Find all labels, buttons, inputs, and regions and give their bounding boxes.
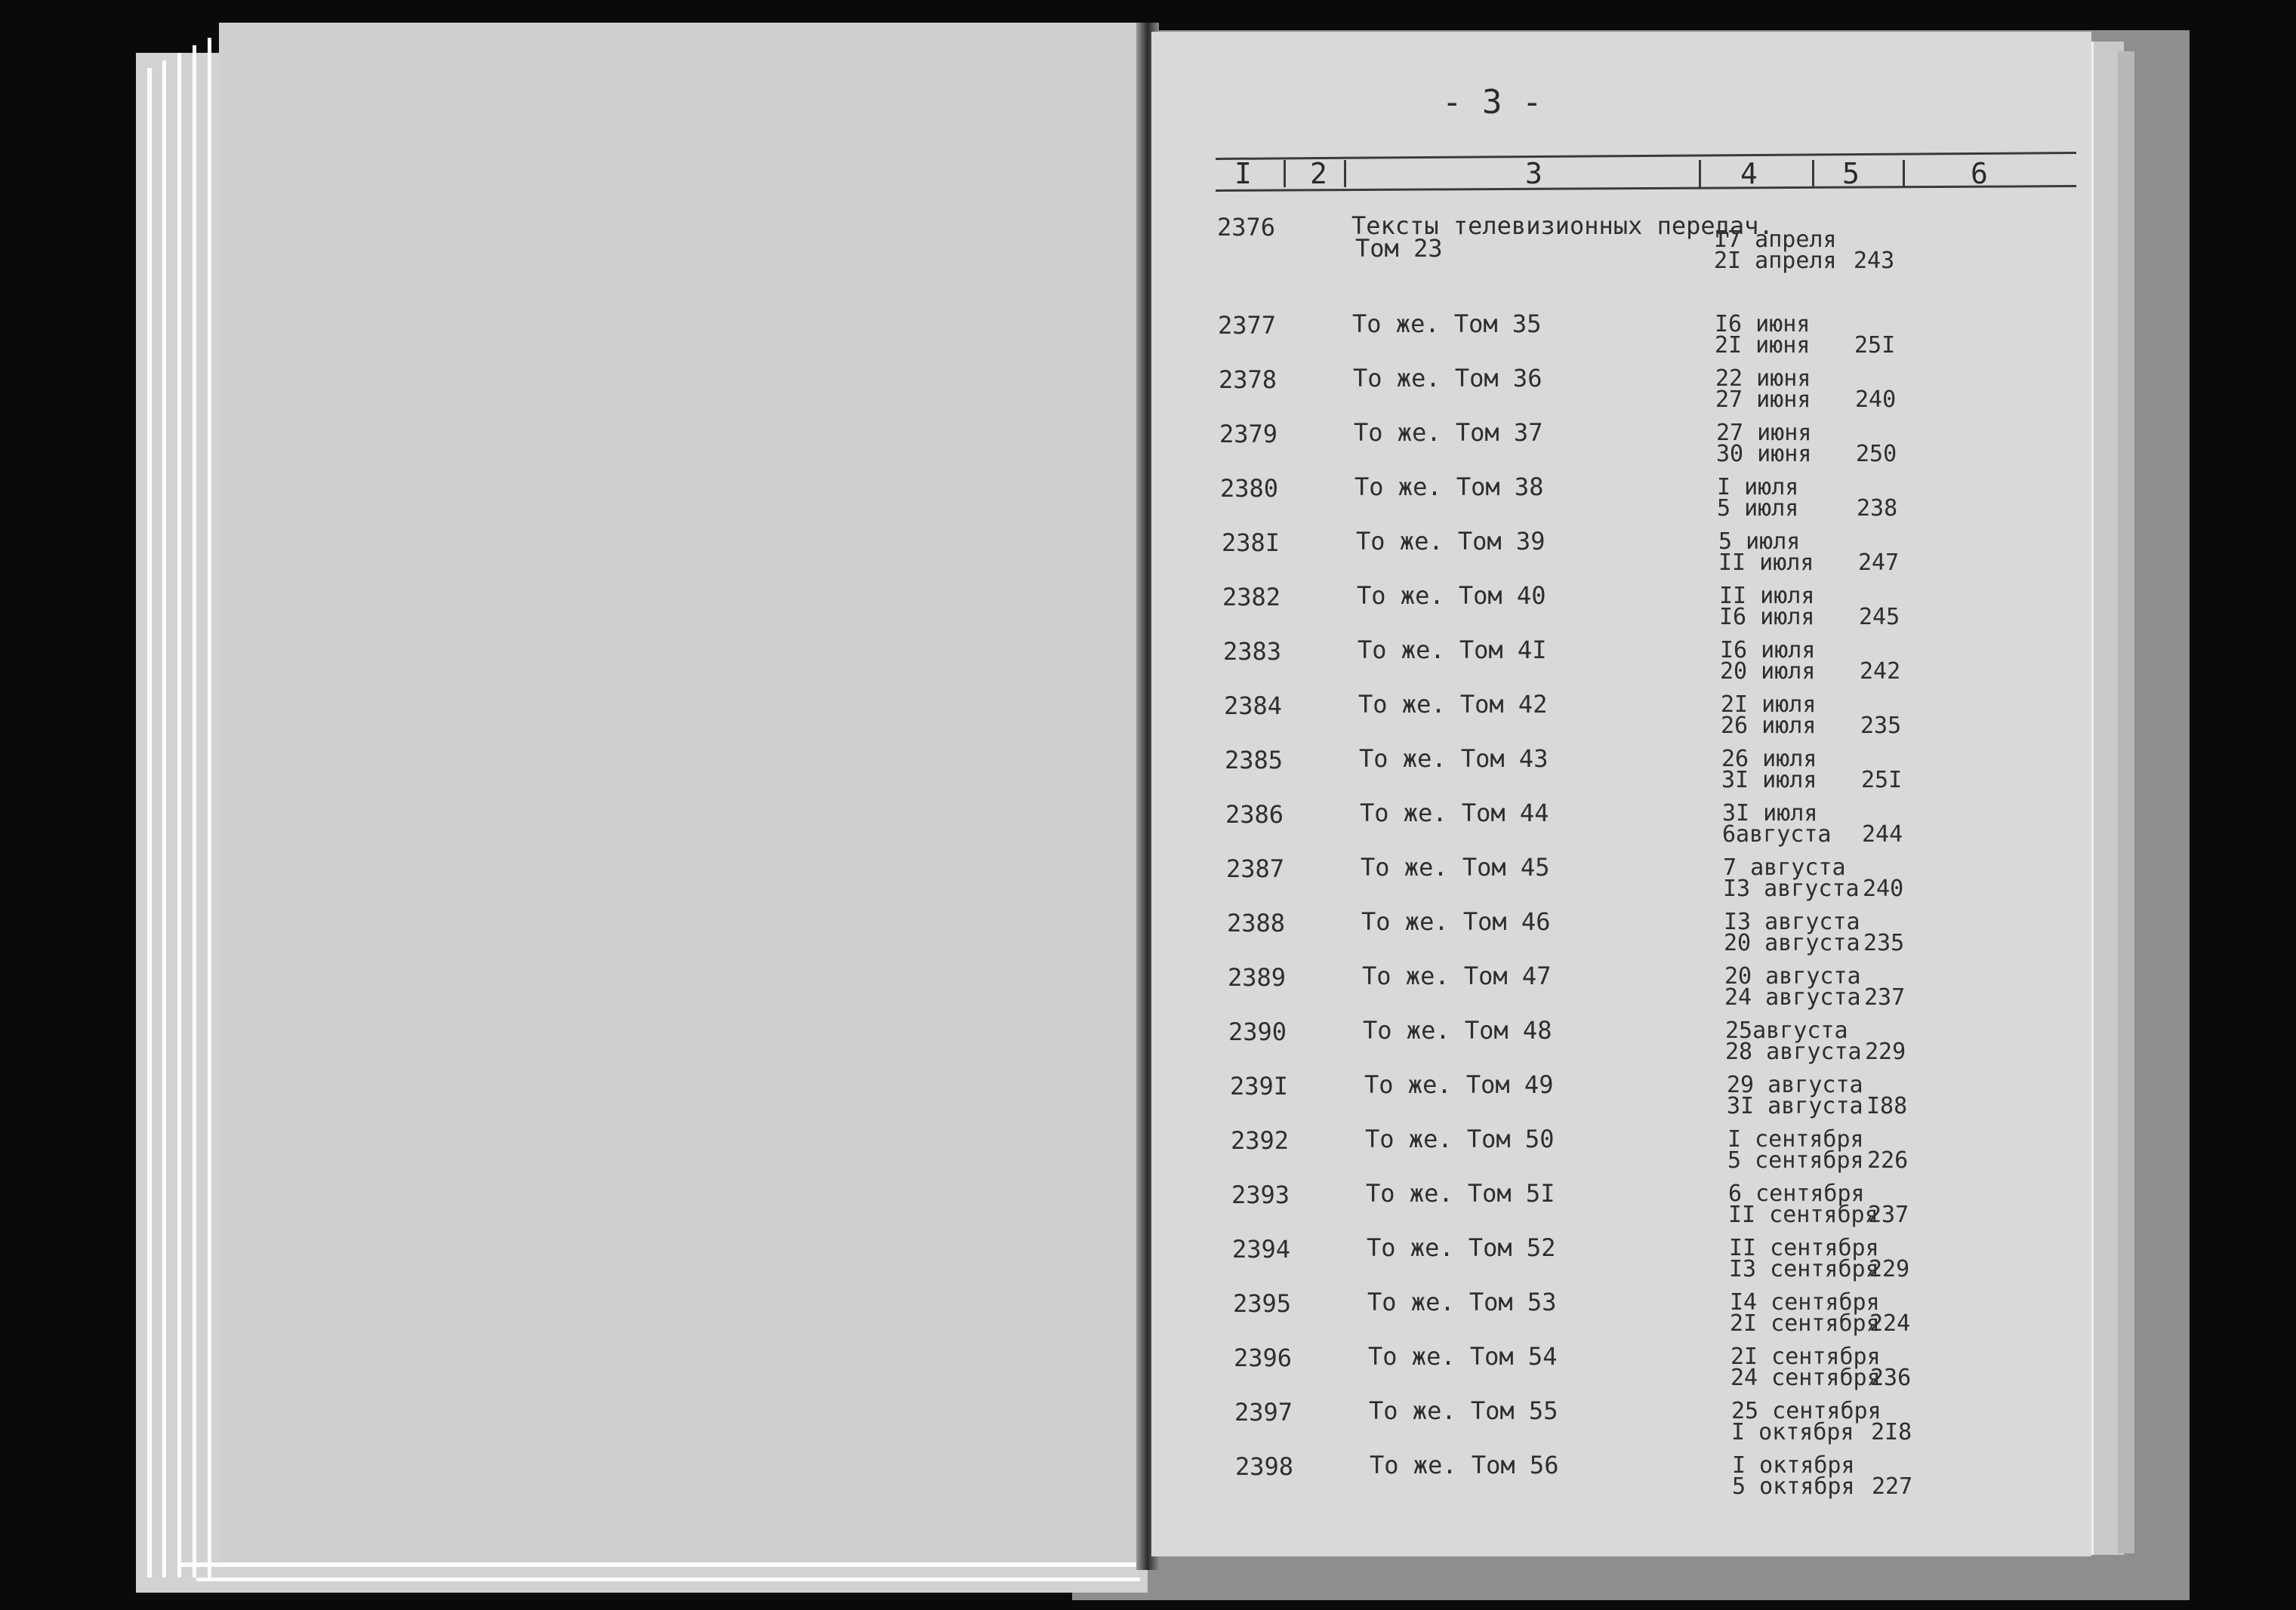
row-number: 2398 (1235, 1452, 1294, 1481)
right-page-edge (2118, 51, 2134, 1553)
row-date-to: I6 июля (1719, 604, 1815, 630)
row-date-to: 5 октября (1732, 1473, 1855, 1500)
row-date-from: 27 июня (1716, 420, 1812, 446)
row-title: То же. Том 55 (1369, 1396, 1558, 1425)
column-header-1: I (1234, 157, 1252, 190)
row-title: То же. Том 56 (1370, 1451, 1559, 1479)
row-date-to: 24 августа (1724, 984, 1861, 1011)
row-sheet-count: 236 (1870, 1365, 1912, 1391)
row-number: 2392 (1231, 1126, 1290, 1155)
row-title: То же. Том 5I (1366, 1179, 1555, 1208)
row-title: То же. Том 47 (1362, 962, 1552, 990)
row-date-from: 29 августа (1727, 1072, 1863, 1098)
page-edge (193, 45, 196, 1578)
column-divider (1699, 160, 1701, 187)
row-number: 2377 (1218, 311, 1277, 340)
row-date-from: 22 июня (1715, 365, 1811, 392)
row-sheet-count: 243 (1854, 248, 1895, 274)
row-title: То же. Том 46 (1361, 907, 1551, 936)
row-sheet-count: 235 (1860, 713, 1902, 739)
row-date-to: 20 июля (1720, 658, 1816, 685)
row-sheet-count: 238 (1857, 495, 1898, 522)
row-title: То же. Том 40 (1357, 581, 1546, 610)
page-edge (177, 53, 181, 1578)
row-date-to: 5 июля (1717, 495, 1799, 522)
column-header-2: 2 (1310, 157, 1327, 190)
row-sheet-count: 237 (1864, 984, 1906, 1011)
row-date-to: 5 сентября (1727, 1147, 1864, 1174)
row-number: 2382 (1222, 583, 1281, 611)
row-title: То же. Том 43 (1359, 744, 1549, 773)
row-number: 2379 (1219, 420, 1278, 448)
row-number: 2383 (1223, 637, 1282, 666)
row-sheet-count: 25I (1861, 767, 1903, 793)
column-divider (1284, 160, 1286, 187)
column-divider (1903, 160, 1905, 187)
row-date-to: 2I июня (1715, 332, 1811, 359)
row-number: 2396 (1234, 1344, 1293, 1372)
row-sheet-count: 25I (1854, 332, 1896, 359)
row-date-from: II сентября (1729, 1235, 1879, 1261)
row-date-to: 3I июля (1721, 767, 1817, 793)
row-title: То же. Том 4I (1358, 636, 1547, 664)
row-sheet-count: 250 (1856, 441, 1897, 467)
row-title: То же. Том 36 (1353, 364, 1542, 392)
row-date-to: I3 августа (1723, 876, 1860, 902)
row-date-to: I октября (1731, 1419, 1854, 1445)
row-title: То же. Том 42 (1358, 690, 1548, 719)
row-number: 2395 (1233, 1289, 1292, 1318)
row-number: 2386 (1225, 800, 1284, 829)
row-date-from: I4 сентября (1730, 1289, 1880, 1316)
row-date-to: II сентября (1728, 1202, 1878, 1228)
column-header-4: 4 (1740, 157, 1758, 190)
row-sheet-count: 224 (1869, 1310, 1911, 1337)
row-date-from: 25 сентября (1731, 1398, 1881, 1424)
row-subtitle: Том 23 (1355, 234, 1443, 263)
row-date-from: I6 июня (1715, 311, 1811, 337)
row-number: 2394 (1232, 1235, 1291, 1264)
row-date-to: 3I августа (1727, 1093, 1863, 1119)
row-sheet-count: 237 (1868, 1202, 1909, 1228)
row-number: 2397 (1234, 1398, 1293, 1427)
row-sheet-count: 229 (1869, 1256, 1910, 1282)
row-number: 239I (1230, 1072, 1289, 1101)
column-header-6: 6 (1971, 157, 1988, 190)
page-edge (162, 60, 166, 1578)
page-number: - 3 - (1442, 83, 1542, 122)
row-date-from: 5 июля (1718, 528, 1801, 555)
row-title: То же. Том 39 (1356, 527, 1546, 556)
page-edge (147, 68, 152, 1578)
row-title: То же. Том 50 (1365, 1125, 1555, 1153)
row-title: То же. Том 35 (1352, 309, 1542, 338)
row-title: То же. Том 37 (1354, 418, 1543, 447)
row-title: Тексты телевизионных передач. (1351, 211, 1774, 240)
row-date-from: I7 апреля (1714, 226, 1837, 253)
row-sheet-count: 240 (1863, 876, 1904, 902)
row-date-from: 6 сентября (1728, 1181, 1865, 1207)
row-number: 2384 (1224, 691, 1283, 720)
row-sheet-count: 244 (1862, 821, 1903, 848)
row-date-from: I6 июля (1720, 637, 1816, 663)
row-number: 2385 (1225, 746, 1284, 774)
row-date-to: 24 сентября (1730, 1365, 1881, 1391)
right-page (1151, 32, 2091, 1556)
row-date-to: 2I апреля (1714, 248, 1837, 274)
row-date-to: 28 августа (1725, 1039, 1862, 1065)
row-date-from: 2I июля (1721, 691, 1817, 718)
row-date-from: 3I июля (1722, 800, 1818, 827)
row-title: То же. Том 54 (1368, 1342, 1558, 1371)
row-title: То же. Том 53 (1367, 1288, 1557, 1316)
row-date-to: 26 июля (1721, 713, 1817, 739)
row-date-to: 2I сентября (1730, 1310, 1880, 1337)
row-sheet-count: 227 (1872, 1473, 1913, 1500)
row-sheet-count: 226 (1867, 1147, 1909, 1174)
row-number: 238I (1222, 528, 1281, 557)
row-number: 2393 (1231, 1181, 1290, 1209)
row-title: То же. Том 45 (1361, 853, 1550, 882)
row-date-to: 27 июня (1715, 386, 1811, 413)
row-sheet-count: I88 (1866, 1093, 1908, 1119)
row-sheet-count: 240 (1855, 386, 1897, 413)
row-date-from: II июля (1719, 583, 1815, 609)
row-sheet-count: 245 (1859, 604, 1900, 630)
row-number: 2376 (1217, 213, 1276, 242)
row-date-from: I октября (1732, 1452, 1855, 1479)
row-date-to: 30 июня (1716, 441, 1812, 467)
row-title: То же. Том 49 (1364, 1070, 1554, 1099)
row-sheet-count: 229 (1865, 1039, 1906, 1065)
row-sheet-count: 242 (1860, 658, 1901, 685)
row-number: 2388 (1227, 909, 1286, 937)
row-number: 2389 (1228, 963, 1287, 992)
row-title: То же. Том 48 (1363, 1016, 1552, 1045)
column-header-3: 3 (1525, 157, 1542, 190)
row-date-from: 2I сентября (1730, 1344, 1881, 1370)
page-edge-bottom (196, 1578, 1140, 1581)
row-title: То же. Том 44 (1360, 799, 1549, 827)
row-date-from: 7 августа (1723, 854, 1846, 881)
row-date-from: 25августа (1725, 1017, 1848, 1044)
column-header-5: 5 (1842, 157, 1860, 190)
row-date-from: 20 августа (1724, 963, 1861, 990)
row-sheet-count: 235 (1863, 930, 1905, 956)
left-page (219, 23, 1144, 1562)
column-divider (1344, 160, 1346, 187)
row-number: 2380 (1220, 474, 1279, 503)
page-edge-bottom (181, 1562, 1140, 1567)
row-date-from: I июля (1717, 474, 1799, 500)
row-number: 2390 (1228, 1017, 1287, 1046)
row-date-to: II июля (1718, 549, 1814, 576)
page-edge (208, 38, 211, 1578)
row-sheet-count: 247 (1858, 549, 1900, 576)
row-sheet-count: 2I8 (1871, 1419, 1912, 1445)
row-date-from: I сентября (1727, 1126, 1864, 1153)
column-divider (1812, 160, 1814, 187)
row-date-to: 6августа (1722, 821, 1832, 848)
row-date-from: I3 августа (1724, 909, 1860, 935)
row-title: То же. Том 52 (1367, 1233, 1556, 1262)
row-title: То же. Том 38 (1354, 473, 1544, 501)
row-number: 2387 (1226, 854, 1285, 883)
row-date-to: I3 сентября (1729, 1256, 1879, 1282)
row-date-to: 20 августа (1724, 930, 1860, 956)
row-number: 2378 (1219, 365, 1277, 394)
row-date-from: 26 июля (1721, 746, 1817, 772)
